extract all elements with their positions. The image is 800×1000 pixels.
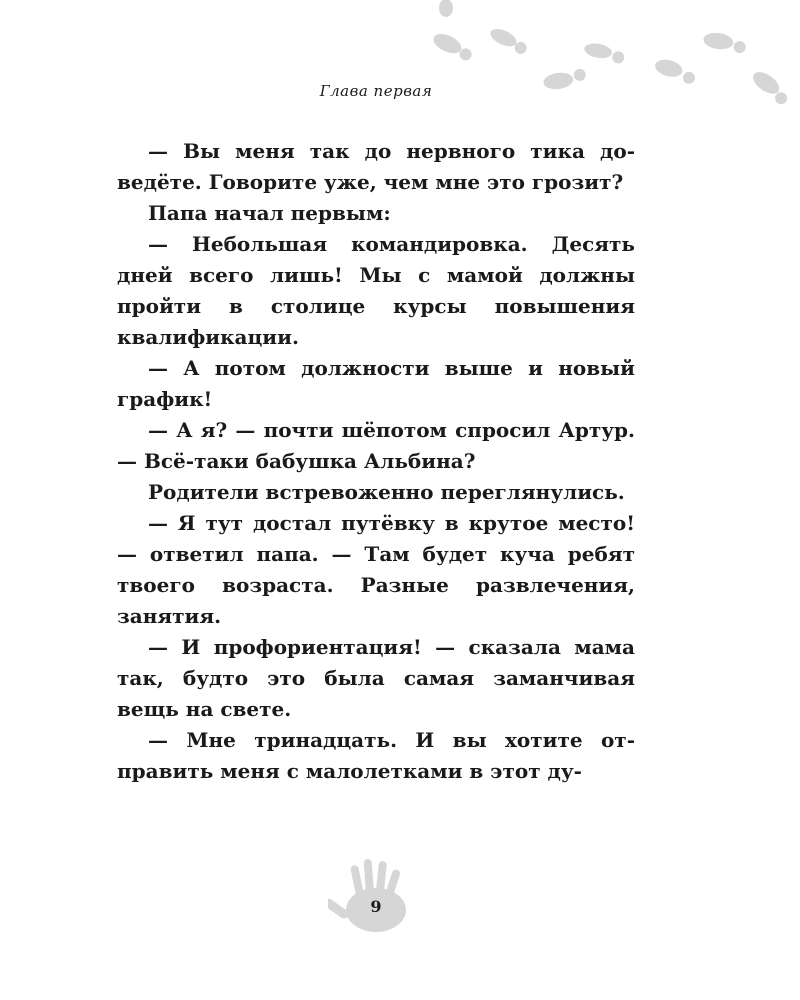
handprint-icon bbox=[328, 855, 418, 935]
page-body bbox=[117, 136, 635, 787]
paragraph: — И профориентация! — сказала мама так, будто это была самая заманчивая вещь на свете. bbox=[117, 635, 635, 721]
paragraph: — Мне тринадцать. И вы хотите отправить меня с малолетками в этот ду- bbox=[117, 728, 635, 783]
chapter-header: Глава первая bbox=[319, 82, 433, 100]
paragraph: — А потом должности выше и новый график! bbox=[117, 356, 635, 411]
paragraph: — Небольшая командировка. Десять дней всего лишь! Мы с мамой должны пройти в столице курсы повышения квалификации. bbox=[117, 232, 635, 349]
paragraph: Родители встревоженно переглянулись. bbox=[148, 480, 625, 504]
paragraph: — Вы меня так до нервного тика доведёте. Говорите уже, чем мне это грозит? bbox=[117, 139, 635, 194]
footprints-decoration bbox=[0, 0, 800, 130]
page-number: 9 bbox=[370, 897, 382, 916]
paragraph: — Я тут достал путёвку в крутое место! — ответил папа. — Там будет куча ребят твоего возраста. Разные развлечения, занятия. bbox=[117, 511, 635, 628]
paragraph: Папа начал первым: bbox=[148, 201, 391, 225]
paragraph: — А я? — почти шёпотом спросил Артур. — Всё-таки бабушка Альбина? bbox=[117, 418, 635, 473]
